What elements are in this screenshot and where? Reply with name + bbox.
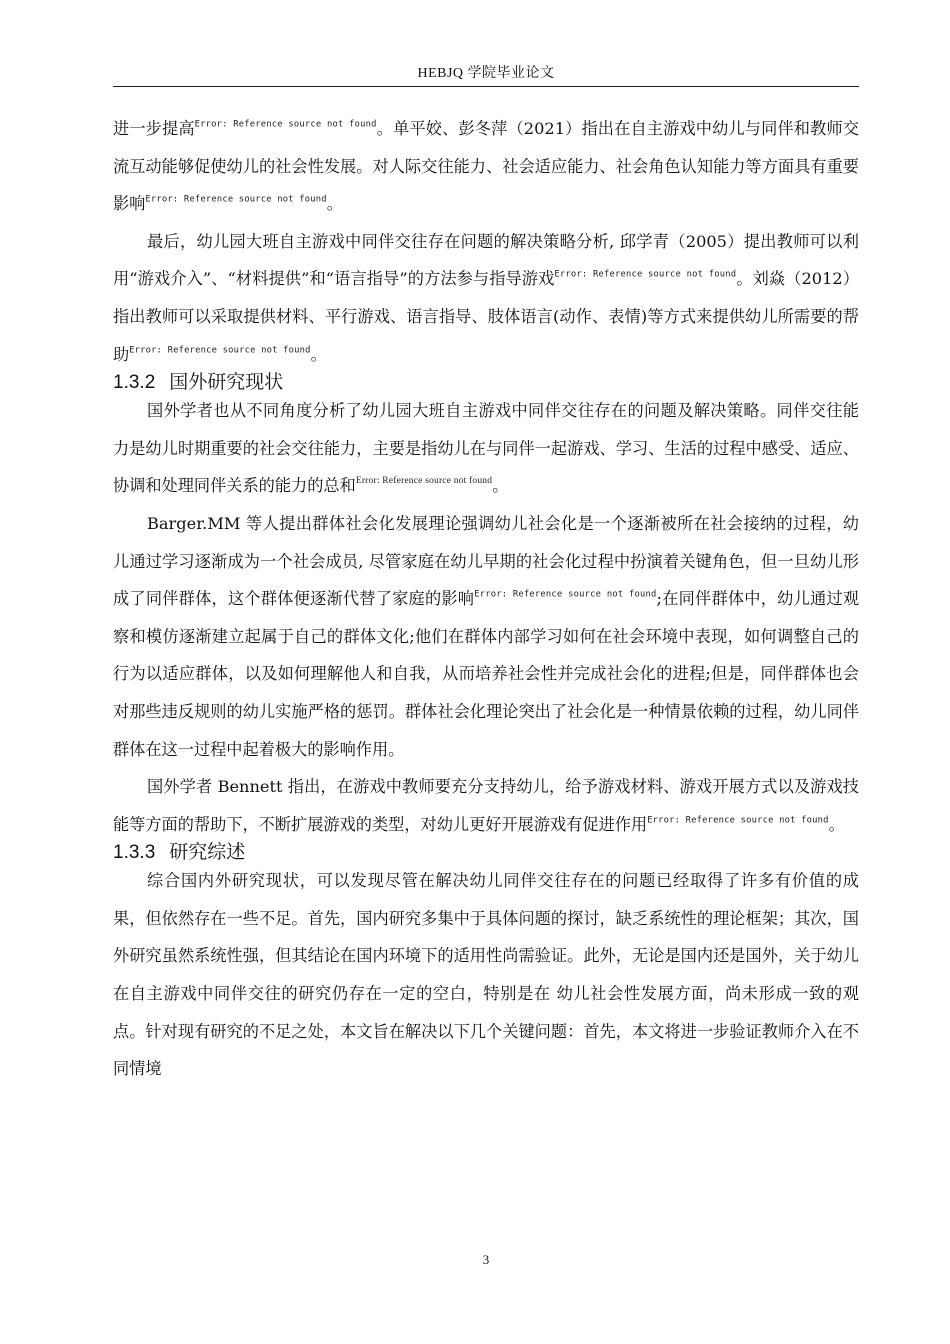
paragraph-text: ;在同伴群体中，幼儿通过观察和模仿逐渐建立起属于自己的群体文化;他们在群体内部学习如何在社会环境中表现，如何调整自己的行为以适应群体，以及如何理解他人和自我，从而培养社会性并完成社会化的进程;但是，同伴群体也会对那些违反规则的幼儿实施严格的惩罚。群体社会化理论突出了社会化是一种情景依赖的过程，幼儿同伴群体在这一过程中起着极大的影响作用。 [113,589,860,759]
paragraph-text: 进一步提高 [113,119,195,138]
section-heading-1-3-2 [113,373,859,392]
section-number: 1.3.3 [113,842,156,864]
paragraph-text: 。单平姣、彭冬萍（2021）指出在自主游戏中幼儿与同伴和教师交流互动能够促使幼儿的社会性发展。对人际交往能力、社会适应能力、社会角色认知能力等方面具有重要影响 [113,119,860,214]
section-heading-1-3-3 [113,843,859,862]
reference-error: Error: Reference source not found [355,476,493,487]
header-divider [113,86,859,87]
paragraph-text: 综合国内外研究现状，可以发现尽管在解决幼儿同伴交往存在的问题已经取得了许多有价值的成果，但依然存在一些不足。首先，国内研究多集中于具体问题的探讨，缺乏系统性的理论框架；其次，国外研究虽然系统性强，但其结论在国内环境下的适用性尚需验证。此外，无论是国内还是国外，关于幼儿在自主游戏中同伴交往的研究仍存在一定的空白，特别是在 幼儿社会性发展方面，尚未形成一致的观点。针对现有研究的不足之处，本文旨在解决以下几个关键问题：首先，本文将进一步验证教师介入在不同情境 [113,871,859,1079]
paragraph-text: 最后，幼儿园大班自主游戏中同伴交往存在问题的解决策略分析, 邱学青（2005）提出教师可以利用“游戏介入”、“材料提供”和“语言指导”的方法参与指导游戏 [113,231,859,289]
page-number: 3 [482,1252,490,1267]
paragraph-text: 。 [326,194,343,214]
reference-error: Error: Reference source not found [647,815,829,826]
section-number: 1.3.2 [113,372,156,394]
paragraph-text: 国外学者也从不同角度分析了幼儿园大班自主游戏中同伴交往存在的问题及解决策略。同伴交往能力是幼儿时期重要的社会交往能力，主要是指幼儿在与同伴一起游戏、学习、生活的过程中感受、适应、协调和处理同伴关系的能力的总和 [113,401,859,496]
page-header-title: HEBJQ 学院毕业论文 [417,66,555,81]
section-title: 国外研究现状 [169,372,284,394]
paragraph-3 [113,392,859,505]
paragraph-4 [113,505,859,768]
paragraph-text: 国外学者 Bennett 指出，在游戏中教师要充分支持幼儿，给予游戏材料、游戏开展方式以及游戏技能等方面的帮助下，不断扩展游戏的类型，对幼儿更好开展游戏有促进作用 [113,777,859,834]
paragraph-1 [113,110,859,223]
paragraph-text: 。 [492,476,509,496]
paragraph-text: 。 [828,814,845,834]
reference-error: Error: Reference source not found [194,119,377,130]
reference-error: Error: Reference source not found [145,194,327,205]
reference-error: Error: Reference source not found [474,589,657,600]
paragraph-text: 。 [310,344,327,364]
paragraph-text: Barger.MM 等人提出群体社会化发展理论强调幼儿社会化是一个逐渐被所在社会接纳的过程，幼儿通过学习逐渐成为一个社会成员, 尽管家庭在幼儿早期的社会化过程中扮演着关键角色，但一旦幼儿形成了同伴群体，这个群体便逐渐代替了家庭的影响 [113,513,859,609]
paragraph-text: 。刘焱（2012）指出教师可以采取提供材料、平行游戏、语言指导、肢体语言(动作、表情)等方式来提供幼儿所需要的帮助 [113,269,860,364]
reference-error: Error: Reference source not found [554,269,737,280]
section-title: 研究综述 [169,842,246,864]
paragraph-2 [113,223,859,373]
page-body [113,110,859,1088]
reference-error: Error: Reference source not found [129,345,311,356]
paragraph-6 [113,862,859,1088]
paragraph-5 [113,768,859,843]
